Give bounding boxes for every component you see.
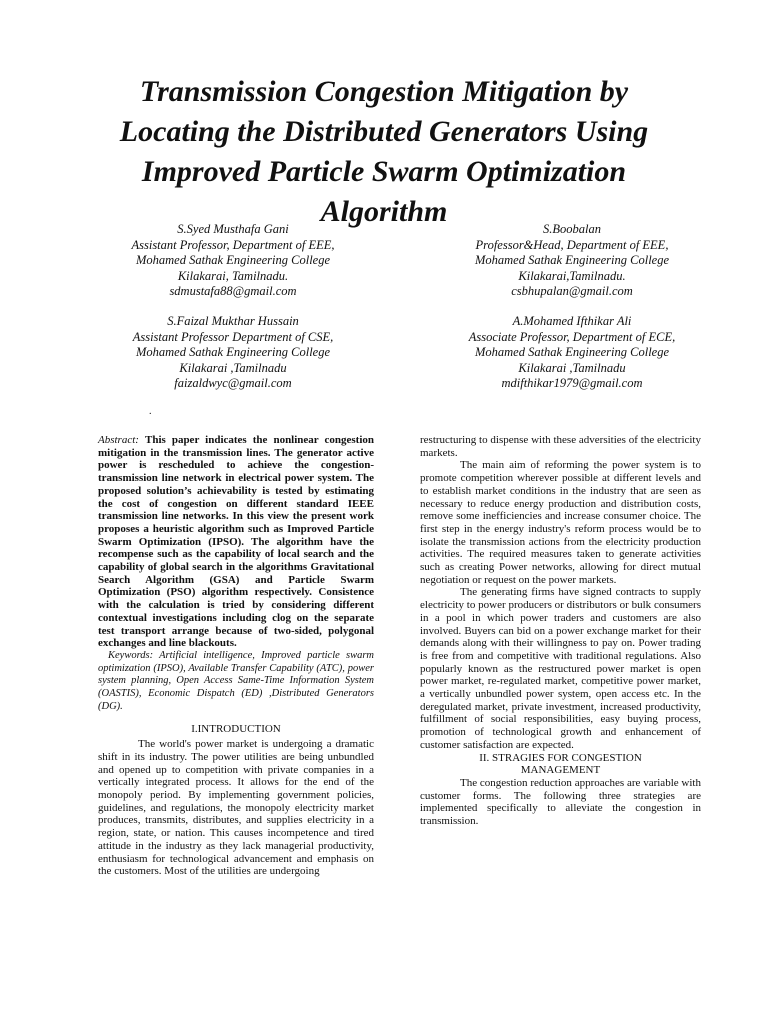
paragraph: The main aim of reforming the power system is to promote competition wherever possible at different levels and to establish market conditions in the industry that are seen as necessary to reduce energy production and distribution costs, remove some inefficiencies and increase consumer choice. The first step in the energy industry's reform process would be to isolate the transmission actions from the electricity production activities. The required measures taken to generate activities such as creating Power networks, allowing for direct mutual negotiation or request on the power markets.	[420, 459, 701, 586]
paragraph: The world's power market is undergoing a dramatic shift in its industry. The power utilities are being unbundled and opened up to competition with private companies in a vertically integrated process. It allows for the end of the monopoly period. By implementing government policies, guidelines, and regulations, the monopoly electricity market produces, transmits, distributes, and supplies electricity in a region, state, or nation. This causes incompetence and tired attitude in the industry as they lack managerial productivity, enthusiasm for technological advancement and emphasis on the customers. Most of the utilities are undergoing	[98, 738, 374, 878]
title-line: Locating the Distributed Generators Using	[119, 115, 649, 148]
author-block	[422, 222, 722, 300]
author-block	[83, 222, 383, 300]
author-name: S.Boobalan	[543, 222, 601, 236]
author-name: A.Mohamed Ifthikar Ali	[512, 314, 632, 328]
author-location: Kilakarai ,Tamilnadu	[179, 360, 287, 375]
paragraph: The generating firms have signed contracts to supply electricity to power producers or distributors or bulk consumers in a pool in which power traders and customers are also involved. Buyers can bid on a power exchange market for their demands along with their willingness to pay on. Power trading is free from and competitive with traditional regulations. Also popularly known as the restructured power market is open power market, re-regulated market, competitive power market, a vertically unbundled power system, open access etc. In the deregulated market, private investment, increased productivity, fulfillment of social responsibilities, easy buying process, promotion of technological growth and enhancement of customer satisfaction are expected.	[420, 586, 701, 751]
author-email: sdmustafa88@gmail.com	[169, 284, 297, 298]
author-institution: Mohamed Sathak Engineering College	[474, 345, 670, 359]
abstract	[98, 434, 374, 650]
author-role: Assistant Professor, Department of EEE,	[131, 237, 335, 252]
author-role: Assistant Professor Department of CSE,	[132, 329, 334, 344]
author-role: Associate Professor, Department of ECE,	[468, 329, 676, 344]
section-heading: II. STRAGIES FOR CONGESTION	[479, 751, 642, 764]
title-line: Improved Particle Swarm Optimization	[141, 155, 627, 188]
author-institution: Mohamed Sathak Engineering College	[135, 345, 331, 359]
title-line: Algorithm	[320, 195, 448, 228]
right-column	[420, 434, 701, 828]
abstract-label: Abstract:	[98, 434, 139, 446]
author-block	[83, 314, 383, 392]
title-line: Transmission Congestion Mitigation by	[139, 75, 629, 108]
section-heading-cont: MANAGEMENT	[520, 764, 601, 777]
author-name: S.Faizal Mukthar Hussain	[167, 314, 299, 328]
section-heading: I.INTRODUCTION	[191, 723, 281, 736]
author-location: Kilakarai,Tamilnadu.	[518, 268, 626, 283]
author-institution: Mohamed Sathak Engineering College	[474, 253, 670, 267]
paper-title	[60, 72, 708, 232]
left-column	[98, 434, 374, 878]
author-email: faizaldwyc@gmail.com	[174, 376, 292, 390]
author-institution: Mohamed Sathak Engineering College	[135, 253, 331, 267]
abstract-text: This paper indicates the nonlinear congestion mitigation in the transmission lines. The generator active power is rescheduled to achieve the congestion-transmission line network in electrical power system. The proposed solution’s achievability is tested by estimating the cost of congestion on different standard IEEE transmission line networks. In this view the present work proposes a heuristic algorithm such as Improved Particle Swarm Optimization (IPSO). The algorithm have the recompense such as the capability of local search and the capability of global search in the algorithms Gravitational Search Algorithm (GSA) and Particle Swarm Optimization (PSO) algorithm respectively. Consistence with the calculation is tried by considering different contextual investigations including clog on the separate test transport arrange because of two-sided, polygonal exchanges and line blackouts.	[98, 434, 375, 650]
author-block	[422, 314, 722, 392]
paragraph: The congestion reduction approaches are variable with customer forms. The following three strategies are implemented specifically to alleviate the congestion in transmission.	[420, 776, 701, 828]
keywords	[98, 650, 374, 714]
author-role: Professor&Head, Department of EEE,	[475, 237, 669, 252]
author-location: Kilakarai, Tamilnadu.	[177, 268, 289, 283]
keywords-label: Keywords:	[108, 649, 154, 661]
author-location: Kilakarai ,Tamilnadu	[518, 360, 626, 375]
paragraph: restructuring to dispense with these adversities of the electricity markets.	[420, 434, 701, 459]
author-name: S.Syed Musthafa Gani	[177, 222, 289, 236]
author-email: mdifthikar1979@gmail.com	[501, 376, 643, 390]
author-email: csbhupalan@gmail.com	[511, 284, 633, 298]
stray-mark: .	[149, 406, 152, 417]
keywords-text: Artificial intelligence, Improved particle swarm optimization (IPSO), Available Transfer Capability (ATC), power system planning, Open Access Same-Time Information System (OASTIS), Economic Dispatch (ED) ,Distributed Generators (DG).	[98, 649, 375, 712]
